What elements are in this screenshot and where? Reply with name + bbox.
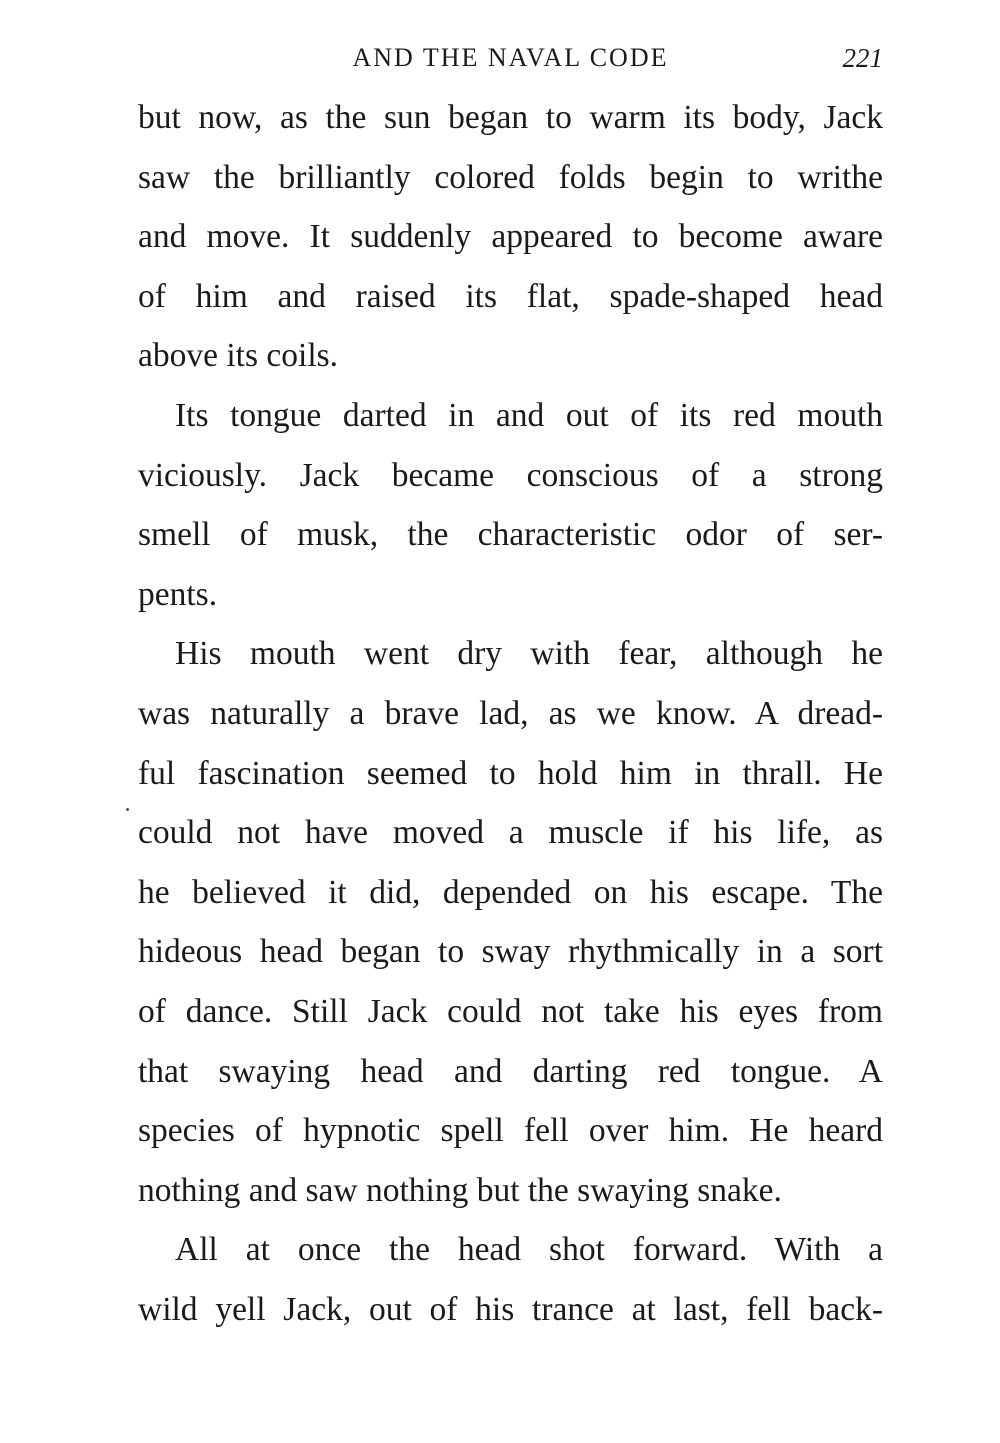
text-line: All at once the head shot forward. With a [175,1231,883,1269]
text-line: His mouth went dry with fear, although he [175,635,883,673]
text-line: but now, as the sun began to warm its body, Jack [138,99,883,136]
paragraph-4 [138,1220,883,1339]
text-line: he believed it did, depended on his escape. The [138,873,883,911]
text-line: wild yell Jack, out of his trance at last, fell back- [138,1290,883,1328]
page-number: 221 [842,43,883,73]
text-line: smell of musk, the characteristic odor of ser- [138,516,883,554]
ink-speck [126,808,129,811]
text-line: of him and raised its flat, spade-shaped head [138,277,883,315]
text-line: of dance. Still Jack could not take his eyes from [138,992,883,1030]
paragraph-1 [138,88,883,386]
text-line: could not have moved a muscle if his life, as [138,814,883,852]
text-line: viciously. Jack became conscious of a strong [138,456,883,494]
text-line: hideous head began to sway rhythmically in a sort [138,933,883,971]
text-line: saw the brilliantly colored folds begin to writhe [138,158,883,196]
text-line: Its tongue darted in and out of its red mouth [175,396,883,434]
text-line: nothing and saw nothing but the swaying snake. [138,1171,782,1209]
text-line: was naturally a brave lad, as we know. A dread- [138,694,883,732]
text-line: ful fascination seemed to hold him in thrall. He [138,754,883,792]
paragraph-3 [138,624,883,1220]
running-head [138,38,883,78]
running-title: AND THE NAVAL CODE [352,43,669,72]
text-line: that swaying head and darting red tongue. A [138,1052,883,1090]
text-line: species of hypnotic spell fell over him. He heard [138,1112,883,1150]
text-line: and move. It suddenly appeared to become aware [138,218,883,256]
body-text [138,88,883,1339]
text-line: pents. [138,575,218,613]
paragraph-2 [138,386,883,624]
text-line: above its coils. [138,337,339,375]
